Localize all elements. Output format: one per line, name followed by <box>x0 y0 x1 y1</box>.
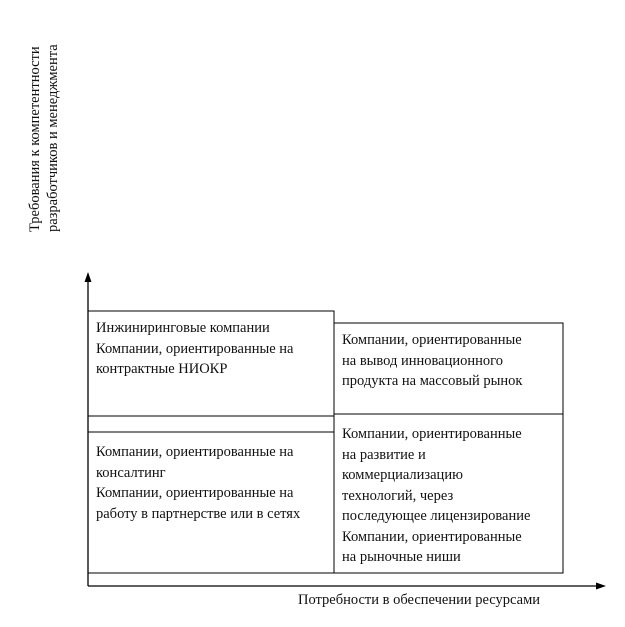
quadrant-top-right <box>335 326 565 396</box>
quadrant-text-line: Компании, ориентированные <box>342 332 522 348</box>
y-axis-label <box>26 44 62 232</box>
x-axis-arrow <box>596 583 606 590</box>
quadrant-text-line: контрактные НИОКР <box>96 361 228 377</box>
y-axis-label-line-1: Требования к компетентности <box>27 46 43 232</box>
quadrant-text-line: консалтинг <box>96 464 166 481</box>
quadrant-text-line: технологий, через <box>342 487 454 504</box>
x-axis-label: Потребности в обеспечении ресурсами <box>298 592 541 608</box>
quadrant-text-line: Компании, ориентированные <box>342 528 522 545</box>
quadrant-text-line: на вывод инновационного <box>342 352 503 369</box>
quadrant-text-line: последующее лицензирование <box>342 508 531 524</box>
quadrant-text-line: на рыночные ниши <box>342 549 461 565</box>
quadrant-bottom-left <box>89 438 335 528</box>
quadrant-text-line: Компании, ориентированные на <box>96 444 294 460</box>
quadrant-text-line: на развитие и <box>342 446 426 463</box>
quadrant-text-line: продукта на массовый рынок <box>342 373 523 389</box>
quadrant-text-line: Инжиниринговые компании <box>96 320 270 336</box>
quadrant-text-line: коммерциализацию <box>342 467 463 483</box>
y-axis-label-line-2: разработчиков и менеджмента <box>45 44 61 232</box>
quadrant-text-line: Компании, ориентированные на <box>96 485 294 501</box>
quadrant-text-line: работу в партнерстве или в сетях <box>96 505 301 522</box>
y-axis-arrow <box>85 272 92 282</box>
quadrant-top-left <box>89 314 335 384</box>
quadrant-text-line: Компании, ориентированные на <box>96 340 294 357</box>
quadrant-bottom-right <box>335 420 565 572</box>
quadrant-text-line: Компании, ориентированные <box>342 426 522 442</box>
